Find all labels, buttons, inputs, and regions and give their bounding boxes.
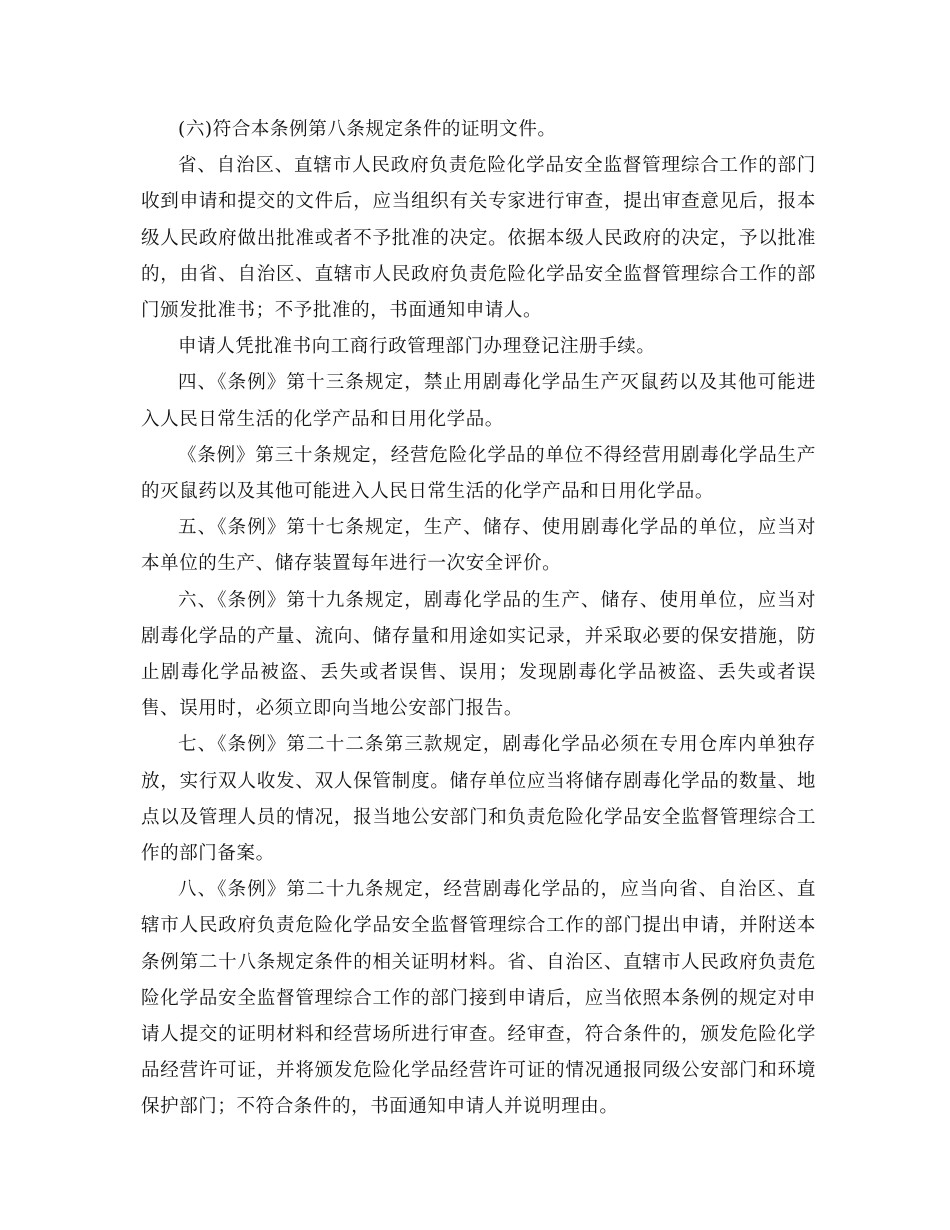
paragraph-article-30: 《条例》第三十条规定，经营危险化学品的单位不得经营用剧毒化学品生产的灭鼠药以及其他可能进入人民日常生活的化学产品和日用化学品。 [141,444,816,503]
paragraph-article-19: 六、《条例》第十九条规定，剧毒化学品的生产、储存、使用单位，应当对剧毒化学品的产量、流向、储存量和用途如实记录，并采取必要的保安措施，防止剧毒化学品被盗、丢失或者误售、误用；发现剧毒化学品被盗、丢失或者误售、误用时，必须立即向当地公安部门报告。 [141,589,816,720]
paragraph-article-29: 八、《条例》第二十九条规定，经营剧毒化学品的，应当向省、自治区、直辖市人民政府负责危险化学品安全监督管理综合工作的部门提出申请，并附送本条例第二十八条规定条件的相关证明材料。省、自治区、直辖市人民政府负责危险化学品安全监督管理综合工作的部门接到申请后，应当依照本条例的规定对申请人提交的证明材料和经营场所进行审查。经审查，符合条件的，颁发危险化学品经营许可证，并将颁发危险化学品经营许可证的情况通报同级公安部门和环境保护部门；不符合条件的，书面通知申请人并说明理由。 [141,879,816,1118]
paragraph-registration: 申请人凭批准书向工商行政管理部门办理登记注册手续。 [178,336,656,358]
paragraph-article-17: 五、《条例》第十七条规定，生产、储存、使用剧毒化学品的单位，应当对本单位的生产、储存装置每年进行一次安全评价。 [141,517,816,575]
paragraph-article-13: 四、《条例》第十三条规定，禁止用剧毒化学品生产灭鼠药以及其他可能进入人民日常生活的化学产品和日用化学品。 [141,372,816,430]
paragraph-item-6-proof: (六)符合本条例第八条规定条件的证明文件。 [178,119,557,140]
paragraph-article-22: 七、《条例》第二十二条第三款规定，剧毒化学品必须在专用仓库内单独存放，实行双人收发、双人保管制度。储存单位应当将储存剧毒化学品的数量、地点以及管理人员的情况，报当地公安部门和负责危险化学品安全监督管理综合工作的部门备案。 [141,734,816,865]
document-body [141,112,816,1126]
paragraph-review-approval: 省、自治区、直辖市人民政府负责危险化学品安全监督管理综合工作的部门收到申请和提交的文件后，应当组织有关专家进行审查，提出审查意见后，报本级人民政府做出批准或者不予批准的决定。依据本级人民政府的决定，予以批准的，由省、自治区、直辖市人民政府负责危险化学品安全监督管理综合工作的部门颁发批准书；不予批准的，书面通知申请人。 [141,155,816,322]
